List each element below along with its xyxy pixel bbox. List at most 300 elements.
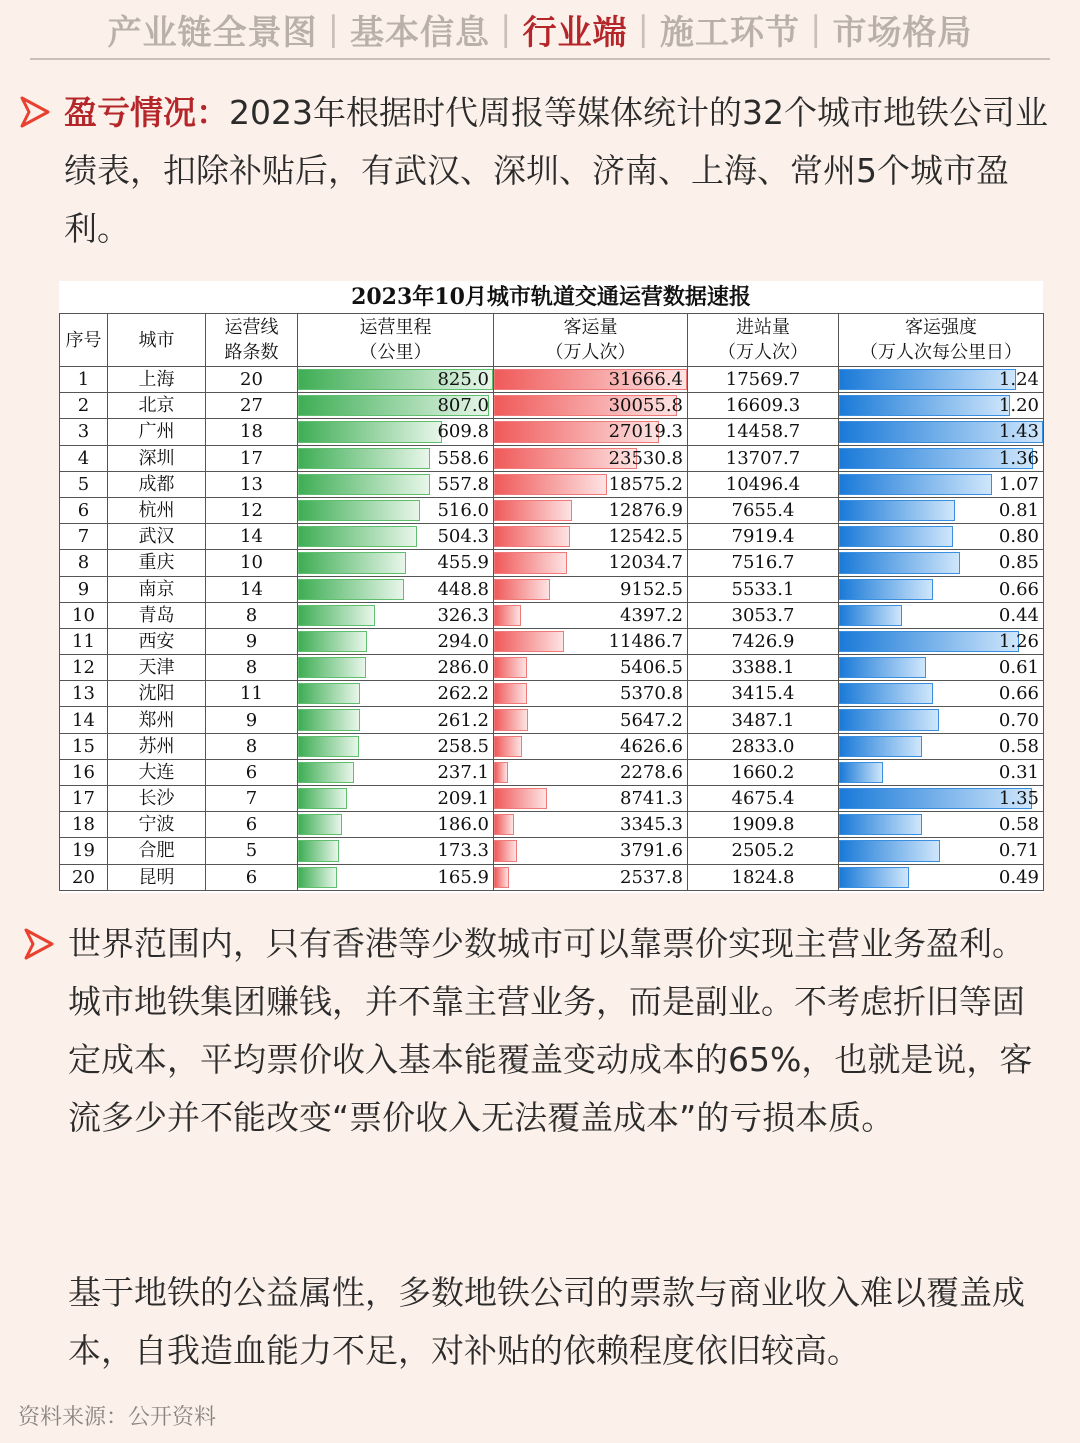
data-bar [298,736,359,757]
cell-mileage [298,655,494,681]
cell-mileage [298,812,494,838]
cell-city: 武汉 [108,524,206,550]
cell-value: 1.20 [998,395,1039,417]
cell-index: 7 [60,524,108,550]
data-bar [839,369,1016,390]
cell-value: 516.0 [437,500,489,522]
cell-intensity [839,576,1044,602]
cell-index: 10 [60,602,108,628]
nav-item-market-structure[interactable]: 市场格局 [832,12,973,53]
data-bar [298,683,360,704]
cell-lines: 8 [206,733,298,759]
data-bar [494,736,522,757]
cell-city: 深圳 [108,445,206,471]
header-lines [206,314,298,367]
cell-value: 609.8 [437,421,489,443]
cell-entries: 7426.9 [688,628,839,654]
cell-ridership [494,864,688,890]
cell-value: 326.3 [437,604,489,626]
cell-entries: 5533.1 [688,576,839,602]
cell-intensity [839,733,1044,759]
cell-ridership [494,419,688,445]
cell-value: 1.35 [998,788,1039,810]
table-row [60,419,1044,445]
cell-mileage [298,733,494,759]
header-intensity-line: 客运强度 [905,317,977,338]
cell-mileage [298,445,494,471]
cell-value: 8741.3 [620,788,683,810]
cell-mileage [298,838,494,864]
cell-value: 18575.2 [608,473,683,495]
cell-value: 286.0 [437,657,489,679]
data-bar [298,448,430,469]
cell-value: 30055.8 [608,395,683,417]
arrow-bullet-icon [20,96,50,128]
cell-index: 8 [60,550,108,576]
table-title: 2023年10月城市轨道交通运营数据速报 [351,284,751,310]
data-bar [298,709,360,730]
source-note: 资料来源：公开资料 [18,1405,217,1430]
cell-value: 0.44 [998,604,1039,626]
table-row [60,838,1044,864]
cell-ridership [494,786,688,812]
cell-index: 9 [60,576,108,602]
data-bar [298,579,404,600]
cell-ridership [494,838,688,864]
nav-separator: | [327,9,341,49]
table-row [60,681,1044,707]
header-ridership-line: 客运量 [563,317,618,338]
cell-city: 青岛 [108,602,206,628]
cell-city: 长沙 [108,786,206,812]
cell-mileage [298,367,494,393]
cell-lines: 6 [206,812,298,838]
cell-value: 12034.7 [608,552,683,574]
data-bar [298,657,366,678]
cell-entries: 1660.2 [688,759,839,785]
cell-value: 5647.2 [620,709,683,731]
table-row [60,707,1044,733]
cell-lines: 9 [206,628,298,654]
cell-entries: 2833.0 [688,733,839,759]
header-lines-line: 路条数 [224,342,279,363]
cell-index: 14 [60,707,108,733]
cell-value: 27019.3 [608,421,683,443]
table-row [60,393,1044,419]
cell-index: 1 [60,367,108,393]
cell-mileage [298,471,494,497]
header-entries-line: 进站量 [736,317,790,338]
cell-value: 455.9 [437,552,489,574]
table-row [60,628,1044,654]
data-bar [839,605,902,626]
cell-ridership [494,367,688,393]
cell-index: 16 [60,759,108,785]
cell-value: 23530.8 [608,447,683,469]
cell-mileage [298,786,494,812]
cell-value: 1.07 [998,473,1039,495]
nav-item-industry-side[interactable]: 行业端 [522,12,628,53]
table-row [60,445,1044,471]
data-bar [494,526,570,547]
cell-entries: 16609.3 [688,393,839,419]
cell-value: 5370.8 [620,683,683,705]
cell-entries: 2505.2 [688,838,839,864]
cell-intensity [839,524,1044,550]
table-row [60,550,1044,576]
data-bar [494,788,547,809]
cell-intensity [839,838,1044,864]
cell-mileage [298,759,494,785]
cell-index: 13 [60,681,108,707]
cell-entries: 3487.1 [688,707,839,733]
table-row [60,367,1044,393]
data-bar [839,762,883,783]
cell-value: 448.8 [437,578,489,600]
cell-value: 504.3 [437,526,489,548]
cell-lines: 18 [206,419,298,445]
data-bar [298,762,354,783]
cell-value: 4626.6 [620,735,683,757]
arrow-bullet-icon [24,928,54,960]
data-bar [839,683,933,704]
cell-ridership [494,602,688,628]
cell-city: 北京 [108,393,206,419]
data-bar [298,421,442,442]
cell-intensity [839,419,1044,445]
cell-ridership [494,655,688,681]
cell-intensity [839,707,1044,733]
cell-value: 557.8 [437,473,489,495]
data-bar [298,840,339,861]
cell-ridership [494,628,688,654]
header-lines-line: 运营线 [224,317,279,338]
data-bar [839,867,909,888]
cell-value: 12876.9 [608,500,683,522]
cell-index: 20 [60,864,108,890]
cell-entries: 7655.4 [688,497,839,523]
cell-lines: 6 [206,864,298,890]
cell-lines: 20 [206,367,298,393]
cell-index: 12 [60,655,108,681]
cell-value: 209.1 [437,788,489,810]
cell-intensity [839,550,1044,576]
data-bar [298,814,342,835]
cell-value: 11486.7 [608,630,683,652]
cell-value: 186.0 [437,814,489,836]
cell-ridership [494,445,688,471]
header-intensity [839,314,1044,367]
data-bar [839,840,940,861]
cell-entries: 4675.4 [688,786,839,812]
nav-separator: | [809,9,823,49]
cell-city: 合肥 [108,838,206,864]
table-row [60,759,1044,785]
cell-city: 沈阳 [108,681,206,707]
cell-index: 5 [60,471,108,497]
data-bar [839,395,1010,416]
cell-city: 重庆 [108,550,206,576]
data-bar [494,605,521,626]
nav-separator: | [637,9,650,49]
cell-intensity [839,393,1044,419]
cell-intensity [839,864,1044,890]
nav-item-construction[interactable]: 施工环节 [659,12,800,53]
table-row [60,497,1044,523]
cell-city: 南京 [108,576,206,602]
cell-lines: 6 [206,759,298,785]
table-row [60,655,1044,681]
cell-value: 0.66 [998,683,1039,705]
cell-index: 11 [60,628,108,654]
cell-value: 1.43 [998,421,1039,443]
data-bar [494,867,509,888]
table-row [60,471,1044,497]
cell-intensity [839,602,1044,628]
data-bar [494,762,508,783]
data-bar [839,526,953,547]
cell-ridership [494,707,688,733]
table-row [60,733,1044,759]
header-entries-line: （万人次） [718,342,808,363]
cell-city: 广州 [108,419,206,445]
table-row [60,602,1044,628]
data-bar [839,657,926,678]
cell-intensity [839,445,1044,471]
header-index-line: 序号 [65,329,102,351]
cell-ridership [494,681,688,707]
data-bar [494,500,572,521]
profit-loss-paragraph [64,84,1054,258]
data-bar [494,683,527,704]
header-intensity-line: （万人次每公里日） [860,342,1022,363]
cell-value: 825.0 [437,369,489,391]
cell-lines: 12 [206,497,298,523]
data-bar [494,552,567,573]
cell-mileage [298,707,494,733]
cell-value: 9152.5 [620,578,683,600]
data-bar [839,709,939,730]
cell-lines: 11 [206,681,298,707]
cell-city: 成都 [108,471,206,497]
cell-value: 0.71 [998,840,1039,862]
cell-intensity [839,367,1044,393]
header-mileage [298,314,494,367]
data-bar [298,867,337,888]
cell-ridership [494,576,688,602]
cell-lines: 8 [206,602,298,628]
cell-value: 558.6 [437,447,489,469]
cell-city: 大连 [108,759,206,785]
cell-ridership [494,733,688,759]
cell-index: 17 [60,786,108,812]
cell-value: 1.36 [998,447,1039,469]
data-bar [839,474,992,495]
nav-item-basic-info[interactable]: 基本信息 [350,12,491,53]
cell-value: 2537.8 [620,866,683,888]
cell-value: 3791.6 [620,840,683,862]
header-city [108,314,206,367]
cell-value: 261.2 [437,709,489,731]
cell-value: 165.9 [437,866,489,888]
cell-lines: 14 [206,524,298,550]
cell-city: 郑州 [108,707,206,733]
data-bar [839,579,933,600]
cell-entries: 3388.1 [688,655,839,681]
cell-value: 262.2 [437,683,489,705]
cell-ridership [494,471,688,497]
data-bar [298,526,417,547]
cell-value: 3345.3 [620,814,683,836]
cell-value: 5406.5 [620,657,683,679]
profit-loss-heading: 盈亏情况： [64,93,229,132]
cell-city: 天津 [108,655,206,681]
cell-index: 2 [60,393,108,419]
public-welfare-paragraph: 基于地铁的公益属性，多数地铁公司的票款与商业收入难以覆盖成本，自我造血能力不足，对补贴的依赖程度依旧较高。 [68,1273,1025,1370]
cell-entries: 10496.4 [688,471,839,497]
table-row [60,524,1044,550]
cell-value: 12542.5 [608,526,683,548]
cell-mileage [298,524,494,550]
metro-operations-table [59,281,1043,893]
data-bar [298,631,367,652]
cell-lines: 17 [206,445,298,471]
table-row [60,786,1044,812]
cell-entries: 1824.8 [688,864,839,890]
cell-value: 1.26 [998,630,1039,652]
header-mileage-line: 运营里程 [359,317,432,338]
cell-value: 0.31 [998,761,1039,783]
cell-lines: 10 [206,550,298,576]
cell-intensity [839,812,1044,838]
cell-value: 1.24 [998,369,1039,391]
cell-index: 4 [60,445,108,471]
data-bar [298,474,430,495]
cell-mileage [298,602,494,628]
cell-intensity [839,759,1044,785]
data-bar [839,736,922,757]
header-ridership [494,314,688,367]
cell-city: 昆明 [108,864,206,890]
cell-mileage [298,497,494,523]
cell-intensity [839,497,1044,523]
cell-value: 4397.2 [620,604,683,626]
cell-mileage [298,393,494,419]
cell-lines: 8 [206,655,298,681]
cell-city: 上海 [108,367,206,393]
cell-value: 31666.4 [608,369,683,391]
data-bar [839,631,1019,652]
cell-entries: 7919.4 [688,524,839,550]
cell-lines: 13 [206,471,298,497]
cell-value: 0.81 [998,500,1039,522]
data-bar [839,814,922,835]
cell-value: 0.66 [998,578,1039,600]
cell-entries: 3053.7 [688,602,839,628]
data-bar [298,788,347,809]
cell-ridership [494,812,688,838]
cell-entries: 13707.7 [688,445,839,471]
cell-value: 2278.6 [620,761,683,783]
top-navigation [30,0,1050,60]
cell-value: 0.58 [998,814,1039,836]
header-index [60,314,108,367]
data-bar [494,814,514,835]
cell-index: 19 [60,838,108,864]
cell-value: 237.1 [437,761,489,783]
cell-ridership [494,524,688,550]
cell-entries: 1909.8 [688,812,839,838]
data-bar [298,500,420,521]
cell-city: 宁波 [108,812,206,838]
cell-value: 173.3 [437,840,489,862]
cell-index: 15 [60,733,108,759]
header-ridership-line: （万人次） [545,342,636,363]
world-metro-paragraph: 世界范围内，只有香港等少数城市可以靠票价实现主营业务盈利。城市地铁集团赚钱，并不靠主营业务，而是副业。不考虑折旧等固定成本，平均票价收入基本能覆盖变动成本的65%，也就是说，客流多少并不能改变“票价收入无法覆盖成本”的亏损本质。 [68,924,1033,1137]
cell-intensity [839,786,1044,812]
cell-value: 0.80 [998,526,1039,548]
cell-intensity [839,628,1044,654]
cell-intensity [839,655,1044,681]
data-bar [494,474,607,495]
data-bar [494,631,564,652]
cell-lines: 5 [206,838,298,864]
data-bar [494,657,527,678]
cell-value: 0.58 [998,735,1039,757]
cell-ridership [494,393,688,419]
cell-lines: 7 [206,786,298,812]
cell-lines: 27 [206,393,298,419]
data-bar [839,552,960,573]
table-row [60,864,1044,890]
cell-value: 0.49 [998,866,1039,888]
cell-value: 0.70 [998,709,1039,731]
nav-separator: | [500,9,513,49]
cell-lines: 14 [206,576,298,602]
cell-value: 294.0 [437,630,489,652]
cell-mileage [298,419,494,445]
cell-entries: 14458.7 [688,419,839,445]
cell-index: 3 [60,419,108,445]
cell-city: 杭州 [108,497,206,523]
cell-mileage [298,628,494,654]
header-mileage-line: （公里） [359,342,432,363]
cell-ridership [494,759,688,785]
header-city-line: 城市 [138,329,175,351]
cell-ridership [494,550,688,576]
cell-entries: 7516.7 [688,550,839,576]
data-bar [298,552,406,573]
cell-entries: 17569.7 [688,367,839,393]
cell-entries: 3415.4 [688,681,839,707]
data-bar [494,840,517,861]
cell-value: 0.85 [998,552,1039,574]
data-bar [494,709,528,730]
cell-mileage [298,864,494,890]
cell-intensity [839,471,1044,497]
data-bar [839,500,955,521]
cell-value: 0.61 [998,657,1039,679]
table-row [60,812,1044,838]
cell-index: 18 [60,812,108,838]
cell-value: 807.0 [437,395,489,417]
header-entries [688,314,839,367]
nav-item-industry-map[interactable]: 产业链全景图 [107,12,318,53]
cell-mileage [298,576,494,602]
cell-ridership [494,497,688,523]
cell-city: 苏州 [108,733,206,759]
cell-mileage [298,550,494,576]
